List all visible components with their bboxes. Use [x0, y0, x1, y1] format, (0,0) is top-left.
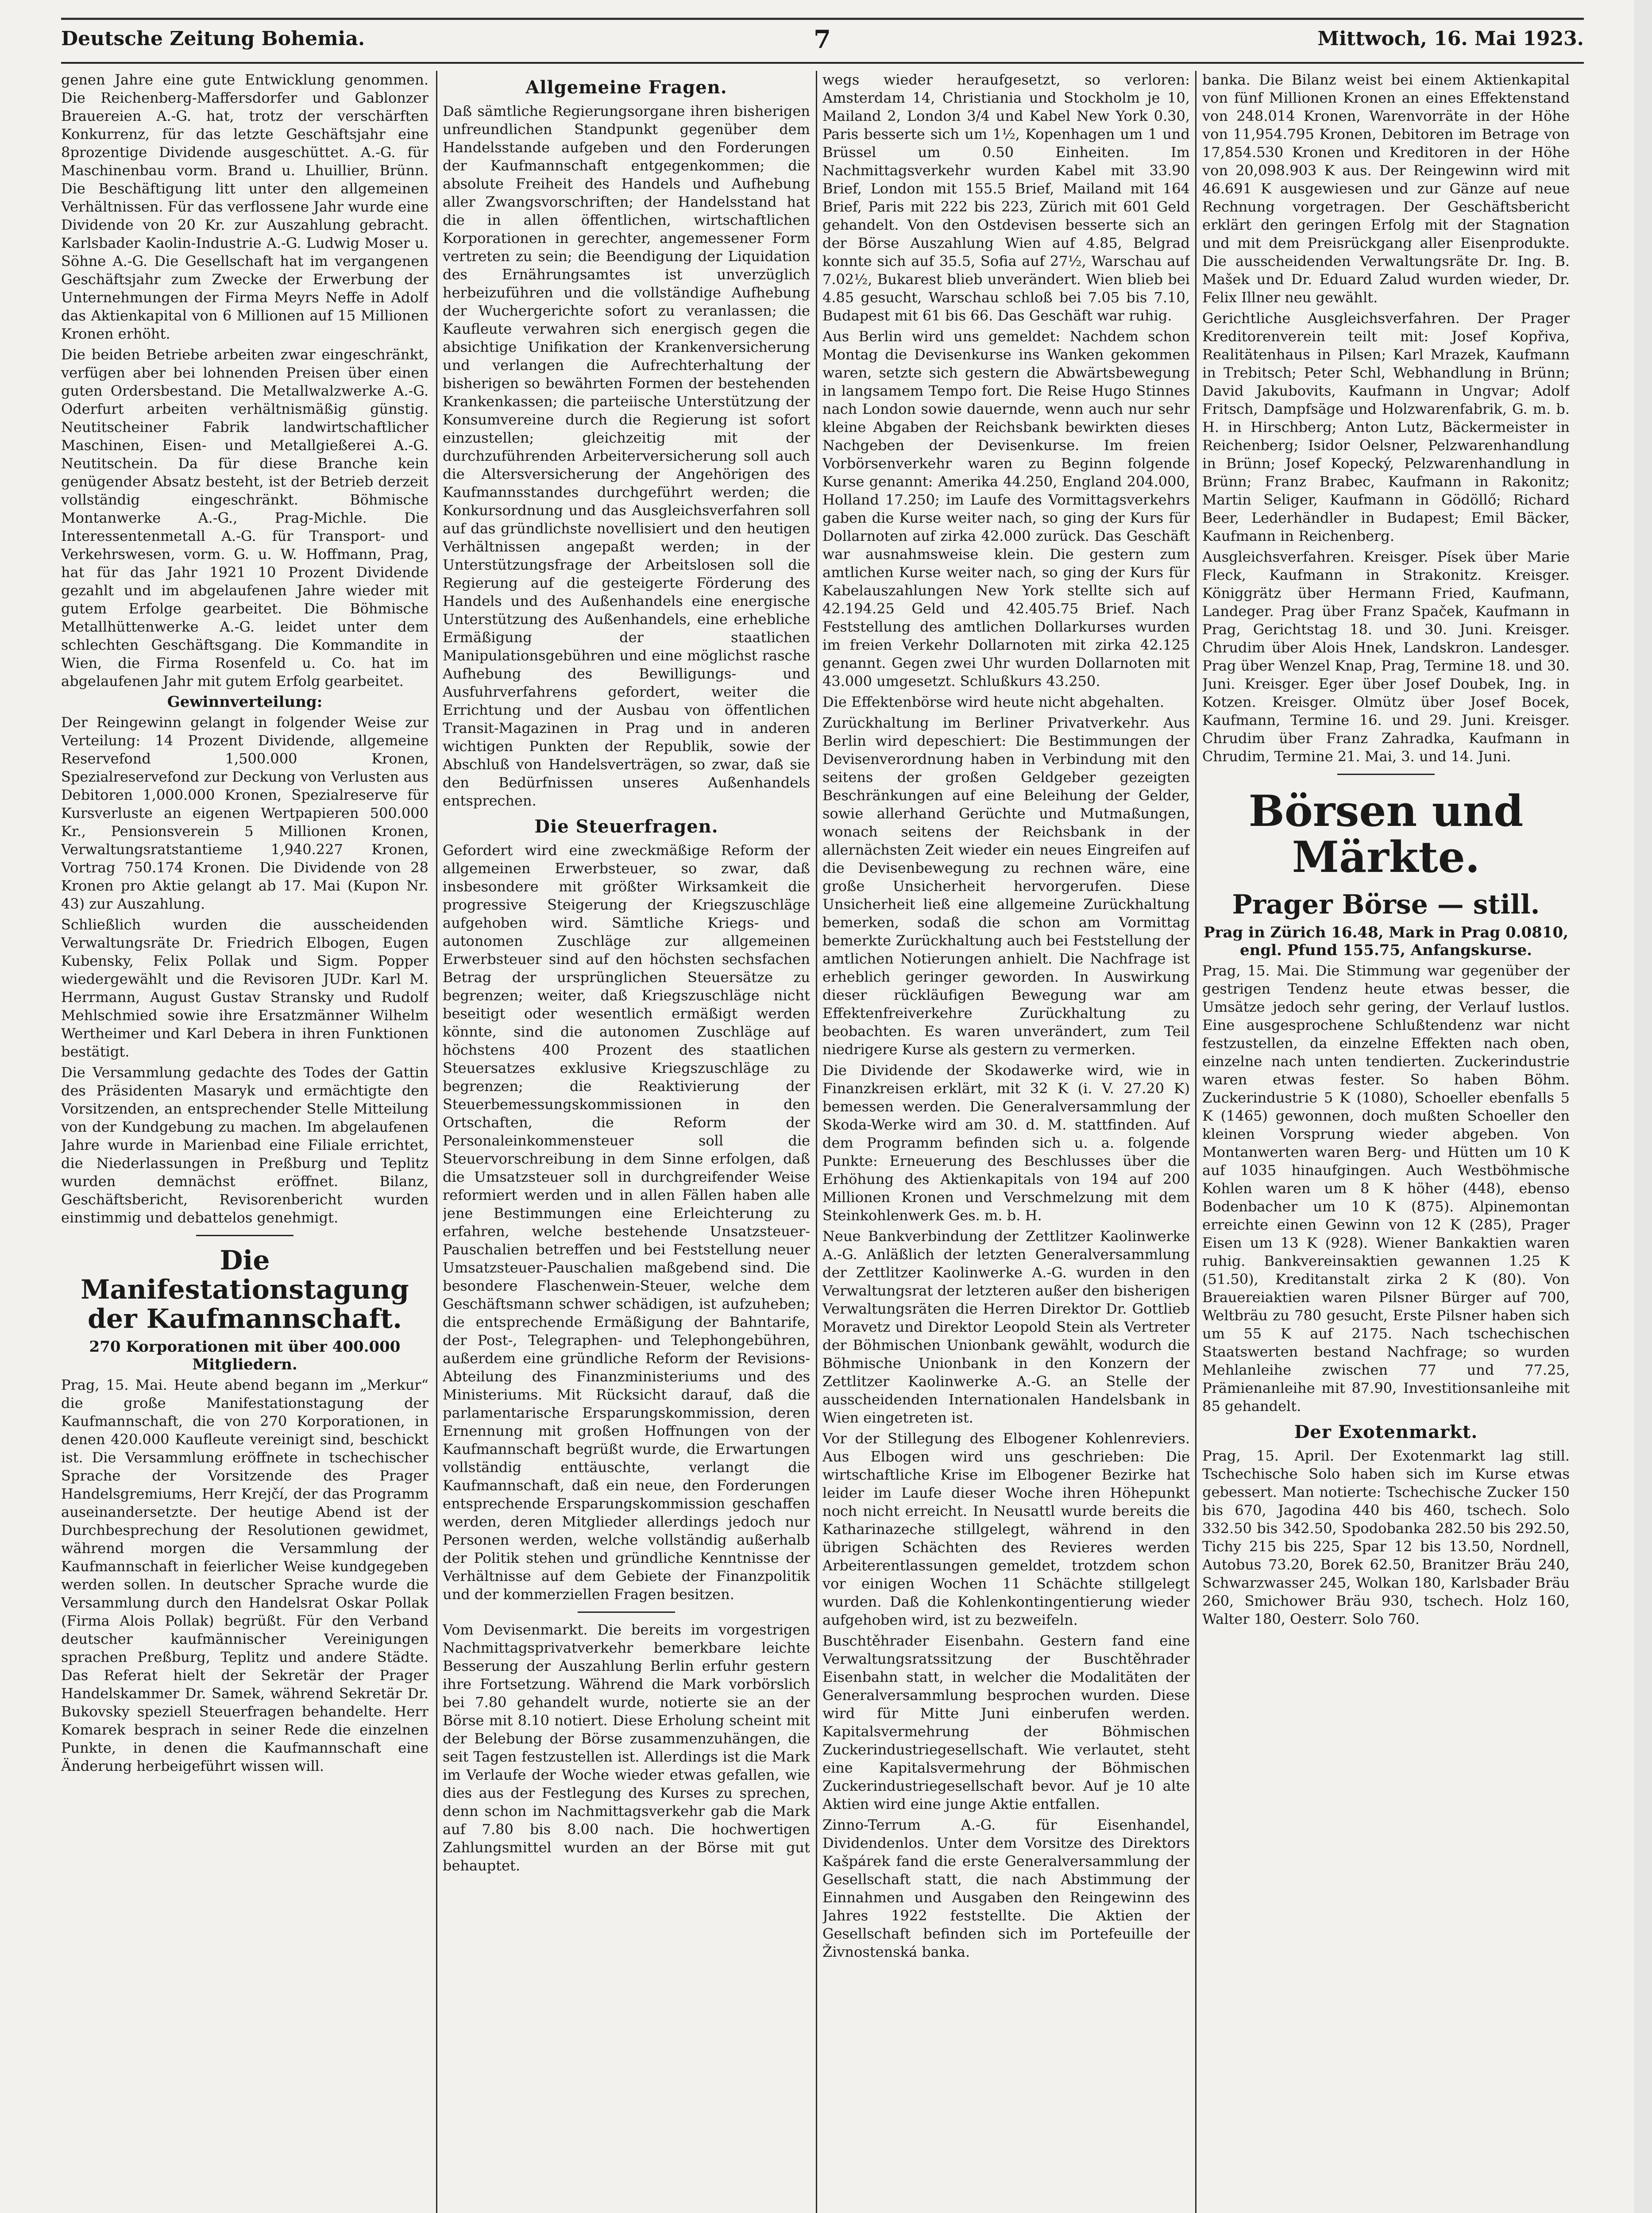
- paragraph: Prag, 15. Mai. Die Stimmung war gegenüber der gestrigen Tendenz heute etwas besser, die Umsätze jedoch sehr gering, der Verlauf lustlos. Eine ausgesprochene Schlußtendenz war nicht festzustellen, da einzelne Effekten nach oben, einzelne nach unten tendierten. Zuckerindustrie waren etwas fester. So haben Böhm. Zuckerindustrie 5 K (1080), Schoeller ebenfalls 5 K (1465) gewonnen, doch mußten Schoeller den kleinen Vorsprung wieder abgeben. Von Montanwerten waren Berg- und Hütten um 10 K auf 1035 hinaufgingen. Auch Westböhmische Kohlen waren um 8 K höher (448), ebenso Bodenbacher um 10 K (875). Alpinemontan erreichte einen Gewinn von 12 K (285), Prager Eisen um 13 K (928). Wiener Bankaktien waren ruhig. Bankvereinsaktien gewannen 1.25 K (51.50), Kreditanstalt zirka 2 K (80). Von Brauereiaktien waren Pilsner Bürger auf 700, Weltbräu zu 780 gesucht, Erste Pilsner haben sich um 55 K auf 2175. Nach tschechischen Staatswerten bestand Nachfrage; so wurden Mehlanleihe zwischen 77 und 77.25, Prämienanleihe mit 87.90, Investitionsanleihe mit 85 gehandelt.: [1202, 962, 1570, 1415]
- section-heading: Allgemeine Fragen.: [525, 77, 727, 98]
- paragraph: Schließlich wurden die ausscheidenden Verwaltungsräte Dr. Friedrich Elbogen, Eugen Kubensky, Felix Pollak und Sigm. Popper wiedergewählt und die Revisoren JUDr. Karl M. Herrmann, August Gustav Stransky und Rudolf Mehlschmied sowie ihre Ersatzmänner Wilhelm Wertheimer und Karl Debera in ihren Funktionen bestätigt.: [61, 916, 428, 1060]
- section-divider: [578, 1612, 675, 1613]
- subheading: Gewinnverteilung:: [167, 693, 323, 711]
- issue-date: Mittwoch, 16. Mai 1923.: [1317, 27, 1584, 50]
- section-heading: Börsen und Märkte.: [1248, 786, 1524, 882]
- paragraph: Buschtěhrader Eisenbahn. Gestern fand eine Verwaltungsratssitzung der Buschtěhrader Eisenbahn statt, in welcher die Modalitäten der Generalversammlung besprochen wurden. Diese wird für Mitte Juni einberufen werden. Kapitalsvermehrung der Böhmischen Zuckerindustriegesellschaft. Wie verlautet, steht eine Kapitalsvermehrung der Böhmischen Zuckerindustriegesellschaft bevor. Auf je 10 alte Aktien wird eine junge Aktie entfallen.: [822, 1632, 1190, 1812]
- subheading: Prag in Zürich 16.48, Mark in Prag 0.0810, engl. Pfund 155.75, Anfangskurse.: [1204, 924, 1568, 959]
- paragraph: genen Jahre eine gute Entwicklung genommen. Die Reichenberg-Maffersdorfer und Gablonzer Brauereien A.-G. hat, trotz der verschärften Konkurrenz, für das letzte Geschäftsjahr eine 8prozentige Dividende ausgeschüttet. A.-G. für Maschinenbau vorm. Brand u. Lhuillier, Brünn. Die Beschäftigung litt unter den allgemeinen Verhältnissen. Für das verflossene Jahr wurde eine Dividende von 20 Kr. zur Auszahlung gebracht. Karlsbader Kaolin-Industrie A.-G. Ludwig Moser u. Söhne A.-G. Die Gesellschaft hat im vergangenen Geschäftsjahr zum Zwecke der Erwerbung der Unternehmungen der Firma Meyrs Neffe in Adolf das Aktienkapital von 6 Millionen auf 15 Millionen Kronen erhöht.: [61, 71, 428, 342]
- column-4: [1202, 71, 1570, 2213]
- column-rule: [816, 71, 817, 2213]
- section-heading: Die Steuerfragen.: [534, 816, 718, 837]
- header-top-rule: [61, 18, 1584, 20]
- paragraph: Die Versammlung gedachte des Todes der Gattin des Präsidenten Masaryk und ermächtigte den Vorsitzenden, an entsprechender Stelle Mitteilung von der Kundgebung zu machen. Im abgelaufenen Jahre wurde in Marienbad eine Filiale errichtet, die Niederlassungen in Preßburg und Teplitz wurden demnächst eröffnet. Bilanz, Geschäftsbericht, Revisorenbericht wurden einstimmig und debattelos genehmigt.: [61, 1064, 428, 1226]
- paragraph: Zinno-Terrum A.-G. für Eisenhandel, Dividendenlos. Unter dem Vorsitze des Direktors Kašpárek fand die erste Generalversammlung der Gesellschaft statt, die nach Abstimmung der Einnahmen und Ausgaben den Reingewinn des Jahres 1922 feststellte. Die Aktien der Gesellschaft befinden sich im Portefeuille der Živnostenská banka.: [822, 1816, 1190, 1960]
- paragraph: Ausgleichsverfahren. Kreisger. Písek über Marie Fleck, Kaufmann in Strakonitz. Kreisger. Königgrätz über Hermann Fried, Kaufmann, Landeger. Prag über Franz Spaček, Kaufmann in Prag, Gerichtstag 18. und 30. Juni. Kreisger. Chrudim über Alois Hnek, Landskron. Landesger. Prag über Wenzel Knap, Prag, Termine 18. und 30. Juni. Kreisger. Eger über Josef Doubek, Ing. in Kotzen. Kreisger. Olmütz über Josef Bocek, Kaufmann, Termine 16. und 29. Juni. Kreisger. Chrudim über Franz Zahradka, Kaufmann in Chrudim, Termine 21. Mai, 3. und 14. Juni.: [1202, 548, 1570, 765]
- page-edge: [1634, 0, 1652, 2213]
- paragraph: Gefordert wird eine zweckmäßige Reform der allgemeinen Erwerbsteuer, so zwar, daß insbesondere mit größter Wirksamkeit die progressive Steigerung der Kriegszuschläge aufgehoben wird. Sämtliche Kriegs- und autonomen Zuschläge zur allgemeinen Erwerbsteuer sind auf den höchsten sechsfachen Betrag der ursprünglichen Steuersätze zu begrenzen; weiter, daß Kriegszuschläge nicht beseitigt oder wesentlich ermäßigt werden könnte, sind die autonomen Zuschläge auf höchstens 400 Prozent des staatlichen Steuersatzes exklusive Kriegszuschläge zu begrenzen; die Reaktivierung der Steuerbemessungskommissionen in den Ortschaften, die Reform der Personaleinkommensteuer soll die Steuervorschreibung in dem Sinne erfolgen, daß die Umsatzsteuer soll in durchgreifender Weise reformiert werden und in allen Fällen haben alle jene Bestimmungen eine Erleichterung zu erfahren, welche bestehende Unsatzsteuer-Pauschalien betreffen und bei Feststellung neuer Umsatzsteuer-Pauschalien maßgebend sind. Die besondere Flaschenwein-Steuer, welche dem Geschäftsmann schwer schädigen, ist aufzuheben; die entsprechende Ermäßigung der Bahntarife, der Post-, Telegraphen- und Telephongebühren, außerdem eine gründliche Reform der Revisions-Abteilung des Finanzministeriums und des Ministeriums. Mit Rücksicht darauf, daß die parlamentarische Ersparungskommission, deren Ernennung mit großen Hoffnungen von der Kaufmannschaft begrüßt wurde, die Erwartungen vollständig enttäuschte, verlangt die Kaufmannschaft, daß ein neue, den Forderungen entsprechende Ersparungskommission geschaffen werden, deren Mitglieder allerdings jedoch nur Personen werden, welche vollständig außerhalb der Politik stehen und gründliche Kenntnisse der Verhältnisse auf dem Gebiete der Finanzpolitik und der kommerziellen Fragen besitzen.: [443, 842, 810, 1603]
- paragraph: Neue Bankverbindung der Zettlitzer Kaolinwerke A.-G. Anläßlich der letzten Generalversammlung der Zettlitzer Kaolinwerke A.-G. wurden in den Verwaltungsrat der letzteren außer den bisherigen Verwaltungsräten die Herren Direktor Dr. Gottlieb Moravetz und Direktor Leopold Stein als Vertreter der Böhmischen Unionbank gewählt, wodurch die Böhmische Unionbank in den Konzern der Zettlitzer Kaolinwerke A.-G. an Stelle der ausscheidenden Internationalen Handelsbank in Wien eingetreten ist.: [822, 1228, 1190, 1426]
- header-rule: [61, 62, 1584, 64]
- paragraph: Der Reingewinn gelangt in folgender Weise zur Verteilung: 14 Prozent Dividende, allgemeine Reservefond 1,500.000 Kronen, Spezialreservefond zur Deckung von Verlusten aus Debitoren 1,000.000 Kronen, Spezialreserve für Kursverluste an eigenen Wertpapieren 500.000 Kr., Pensionsverein 5 Millionen Kronen, Verwaltungsratstantieme 1,940.227 Kronen, Vortrag 750.174 Kronen. Die Dividende von 28 Kronen pro Aktie gelangt ab 17. Mai (Kupon Nr. 43) zur Auszahlung.: [61, 714, 428, 912]
- section-divider: [196, 1235, 293, 1236]
- paragraph: wegs wieder heraufgesetzt, so verloren: Amsterdam 14, Christiania und Stockholm je 10, Mailand 2, London 3/4 und Kabel New York 0.30, Paris besserte sich um 1½, Kopenhagen um 1 und Brüssel um 0.50 Einheiten. Im Nachmittagsverkehr wurden Kabel mit 33.90 Brief, London mit 155.5 Brief, Mailand mit 164 Brief, Paris mit 222 bis 223, Zürich mit 601 Geld gehandelt. Von den Ostdevisen besserte sich an der Börse Auszahlung Wien auf 4.85, Belgrad konnte sich auf 35.5, Sofia auf 27½, Warschau auf 7.02½, Bukarest blieb unverändert. Wien blieb bei 4.85 gesucht, Warschau schloß bei 7.05 bis 7.10, Budapest mit 61 bis 66. Das Geschäft war ruhig.: [822, 71, 1190, 324]
- paragraph: Vor der Stillegung des Elbogener Kohlenreviers. Aus Elbogen wird uns geschrieben: Die wirtschaftliche Krise im Elbogener Bezirke hat leider im Laufe dieser Woche ihren Höhepunkt noch nicht erreicht. In Neusattl wurde bereits die Katharinazeche stillgelegt, während in den übrigen Schächten des Revieres werden Arbeiterentlassungen gemeldet, trotzdem schon vor einigen Wochen 11 Schächte stillgelegt wurden. Daß die Kohlenkontingentierung wieder aufgehoben wird, ist zu bezweifeln.: [822, 1430, 1190, 1628]
- paragraph: Zurückhaltung im Berliner Privatverkehr. Aus Berlin wird depeschiert: Die Bestimmungen der Devisenverordnung haben in Verbindung mit den seitens der großen Geldgeber gezeigten Beschränkungen auf eine Beleihung der Gelder, sowie allerhand Gerüchte und Mutmaßungen, wonach seitens der Reichsbank in der allernächsten Zeit wieder ein neues Eingreifen auf die Devisenbewegung zu rechnen wäre, eine große Unsicherheit hervorgerufen. Diese Unsicherheit ließ eine allgemeine Zurückhaltung bemerken, sodaß die schon am Vormittag bemerkte Zurückhaltung auch bei Feststellung der amtlichen Notierungen anhielt. Die Nachfrage ist erheblich geringer geworden. In Auswirkung dieser rückläufigen Bewegung war am Effektenfreiverkehre Zurückhaltung zu beobachten. Es waren unverändert, zum Teil niedrigere Kurse als gestern zu vermerken.: [822, 714, 1190, 1058]
- column-2: [443, 71, 810, 2213]
- paragraph: Daß sämtliche Regierungsorgane ihren bisherigen unfreundlichen Standpunkt gegenüber dem Handelsstande aufgeben und den Forderungen der Kaufmannschaft entgegenkommen; die absolute Freiheit des Handels und Aufhebung aller Zwangsvorschriften; der Handelsstand hat die in allen öffentlichen, wirtschaftlichen Korporationen in gerechter, angemessener Form vertreten zu sein; die Beendigung der Liquidation des Ernährungsamtes ist unverzüglich herbeizuführen und die vollständige Aufhebung der Wuchergerichte sofort zu veranlassen; die Kaufleute verwahren sich energisch gegen die absichtige Unifikation der Krankenversicherung und verlangen die Aufrechterhaltung der bisherigen so bewährten Formen der bestehenden Krankenkassen; die parteiische Unterstützung der Konsumvereine durch die Regierung ist sofort einzustellen; gleichzeitig mit der durchzuführenden Arbeiterversicherung soll auch die Altersversicherung der Angehörigen des Kaufmannsstandes durchgeführt werden; die Konkursordnung und das Ausgleichsverfahren soll auf das gründlichste novellisiert und den heutigen Verhältnissen angepaßt werden; in der Unterstützungsfrage der Arbeitslosen soll die Regierung auf die gesteigerte Förderung des Handels und des Außenhandels eine energische Unterstützung des Außenhandels, eine erhebliche Ermäßigung der staatlichen Manipulationsgebühren und eine möglichst rasche Aufhebung des Bewilligungs- und Ausfuhrverfahrens gefordert, weiter die Errichtung und der Ausbau von öffentlichen Transit-Magazinen in Prag und in anderen wichtigen Punkten der Republik, sowie der Abschluß von Handelsverträgen, so zwar, daß sie den Bedürfnissen unseres Außenhandels entsprechen.: [443, 103, 810, 809]
- paragraph: banka. Die Bilanz weist bei einem Aktienkapital von fünf Millionen Kronen an eines Effektenstand von 248.014 Kronen, Warenvorräte in der Höhe von 11,954.795 Kronen, Debitoren im Betrage von 17,854.530 Kronen und Kreditoren in der Höhe von 20,098.903 K aus. Der Reingewinn wird mit 46.691 K ausgewiesen und zur Gänze auf neue Rechnung vorgetragen. Der Geschäftsbericht erklärt den geringen Erfolg mit der Stagnation und mit dem Preisrückgang aller Eisenprodukte. Die ausscheidenden Verwaltungsräte Dr. Ing. B. Mašek und Dr. Eduard Zalud wurden wieder, Dr. Felix Illner neu gewählt.: [1202, 71, 1570, 306]
- subheading: 270 Korporationen mit über 400.000 Mitgliedern.: [89, 1338, 401, 1373]
- column-3: [822, 71, 1190, 2213]
- column-rule: [1195, 71, 1197, 2213]
- paragraph: Prag, 15. April. Der Exotenmarkt lag still. Tschechische Solo haben sich im Kurse etwas gebessert. Man notierte: Tschechische Zucker 150 bis 670, Jagodina 440 bis 460, tschech. Solo 332.50 bis 342.50, Spodobanka 282.50 bis 292.50, Tichy 215 bis 225, Spar 12 bis 13.50, Nordnell, Autobus 73.20, Borek 62.50, Branitzer Bräu 240, Schwarzwasser 245, Wolkan 180, Karlsbader Bräu 260, Smichower Bräu 930, tschech. Holz 160, Walter 180, Oesterr. Solo 760.: [1202, 1447, 1570, 1627]
- paragraph: Die beiden Betriebe arbeiten zwar eingeschränkt, verfügen aber bei lohnenden Preisen über einen guten Ordersbestand. Die Metallwalzwerke A.-G. Oderfurt arbeiten verhältnismäßig günstig. Neutitscheiner Fabrik landwirtschaftlicher Maschinen, Eisen- und Metallgießerei A.-G. Neutitschein. Da für diese Branche kein genügender Absatz besteht, ist der Betrieb derzeit vollständig eingeschränkt. Böhmische Montanwerke A.-G., Prag-Michle. Die Interessentenmetall A.-G. für Transport- und Verkehrswesen, vorm. G. u. W. Hoffmann, Prag, hat für das Jahr 1921 10 Prozent Dividende gezahlt und im abgelaufenen Jahre wieder mit gutem Erfolge gearbeitet. Die Böhmische Metallhüttenwerke A.-G. leidet unter dem schlechten Geschäftsgang. Die Kommandite in Wien, die Firma Rosenfeld u. Co. hat im abgelaufenen Jahr mit gutem Erfolg gearbeitet.: [61, 346, 428, 690]
- page-number: 7: [814, 25, 831, 54]
- paragraph: Die Effektenbörse wird heute nicht abgehalten.: [822, 694, 1164, 710]
- section-heading: Prager Börse — still.: [1232, 889, 1540, 920]
- page-header: [61, 23, 1584, 58]
- paragraph: Aus Berlin wird uns gemeldet: Nachdem schon Montag die Devisenkurse ins Wanken gekommen waren, setzte sich gestern die Abwärtsbewegung in langsamem Tempo fort. Die Reise Hugo Stinnes nach London sowie dauernde, wenn auch nur sehr kleine Abgaben der Reichsbank bewirkten dieses Nachgeben der Devisenkurse. Im freien Vorbörsenverkehr waren zu Beginn folgende Kurse genannt: Amerika 44.250, England 204.000, Holland 17.250; im Laufe des Vormittagsverkehrs gaben die Kurse weiter nach, so ging der Kurs für Dollarnoten auf zirka 42.000 zurück. Das Geschäft war ausnahmsweise klein. Die gestern zum amtlichen Kurse weiter nach, so ging der Kurs für Kabelauszahlungen New York stellte sich auf 42.194.25 Geld und 42.405.75 Brief. Nach Feststellung des amtlichen Dollarkurses wurden im freien Verkehr Dollarnoten mit zirka 42.125 genannt. Gegen zwei Uhr wurden Dollarnoten mit 43.000 umgesetzt. Schlußkurs 43.250.: [822, 328, 1190, 690]
- newspaper-name: Deutsche Zeitung Bohemia.: [61, 27, 365, 50]
- paragraph: Vom Devisenmarkt. Die bereits im vorgestrigen Nachmittagsprivatverkehr bemerkbare leichte Besserung der Auszahlung Berlin erfuhr gestern ihre Fortsetzung. Während die Mark vorbörslich bei 7.80 gehandelt wurde, notierte sie an der Börse mit 8.10 notiert. Diese Erholung scheint mit der Belebung der Börse zusammenzuhängen, die seit Tagen festzustellen ist. Allerdings ist die Mark im Verlaufe der Woche wieder etwas gefallen, wie dies aus der Festlegung des Kurses zu sprechen, denn schon im Nachmittagsverkehr gab die Mark auf 7.80 bis 8.00 nach. Die hochwertigen Zahlungsmittel wurden an der Börse mit gut behauptet.: [443, 1621, 810, 1874]
- section-heading: Die Manifestationstagung der Kaufmannschaft.: [81, 1245, 409, 1334]
- section-heading: Der Exotenmarkt.: [1294, 1422, 1478, 1442]
- column-1: [61, 71, 428, 2213]
- paragraph: Gerichtliche Ausgleichsverfahren. Der Prager Kreditorenverein teilt mit: Josef Kopřiva, Realitätenhaus in Pilsen; Karl Mrazek, Kaufmann in Trebitsch; Peter Schl, Webhandlung in Brünn; David Jakubovits, Kaufmann in Ungvar; Adolf Fritsch, Dampfsäge und Holzwarenfabrik, G. m. b. H. in Hirschberg; Anton Lutz, Bäckermeister in Reichenberg; Isidor Oelsner, Pelzwarenhandlung in Brünn; Josef Kopecký, Pelzwarenhandlung in Brünn; Franz Brabec, Kaufmann in Rakonitz; Martin Seliger, Kaufmann in Gödöllő; Richard Beer, Lederhändler in Budapest; Emil Bäcker, Kaufmann in Reichenberg.: [1202, 310, 1570, 544]
- paragraph: Die Dividende der Skodawerke wird, wie in Finanzkreisen erklärt, mit 32 K (i. V. 27.20 K) bemessen werden. Die Generalversammlung der Skoda-Werke wird am 30. d. M. stattfinden. Auf dem Programm befinden sich u. a. folgende Punkte: Erneuerung des Beschlusses über die Erhöhung des Aktienkapitals von 194 auf 200 Millionen Kronen und Verschmelzung mit dem Steinkohlenwerk Ges. m. b. H.: [822, 1062, 1190, 1224]
- paragraph: Prag, 15. Mai. Heute abend begann im „Merkur“ die große Manifestationstagung der Kaufmannschaft, die von 270 Korporationen, in denen 420.000 Kaufleute vereinigt sind, beschickt ist. Die Versammlung eröffnete in tschechischer Sprache der Vorsitzende des Prager Handelsgremiums, Herr Krejčí, der das Programm auseinandersetzte. Der heutige Abend ist der Durchbesprechung der Resolutionen gewidmet, während morgen die Versammlung der Kaufmannschaft in feierlicher Weise kundgegeben werden sollen. In deutscher Sprache wurde die Versammlung durch den Handelsrat Oskar Pollak (Firma Alois Pollak) begrüßt. Für den Verband deutscher kaufmännischer Vereinigungen sprachen Preßburg, Teplitz und andere Städte. Das Referat hielt der Sekretär der Prager Handelskammer Dr. Samek, während Sekretär Dr. Bukovsky speziell Steuerfragen behandelte. Herr Komarek besprach in seiner Rede die einzelnen Punkte, in denen die Kaufmannschaft eine Änderung herbeigeführt wissen will.: [61, 1376, 428, 1774]
- column-rule: [436, 71, 437, 2213]
- section-divider: [1337, 774, 1435, 775]
